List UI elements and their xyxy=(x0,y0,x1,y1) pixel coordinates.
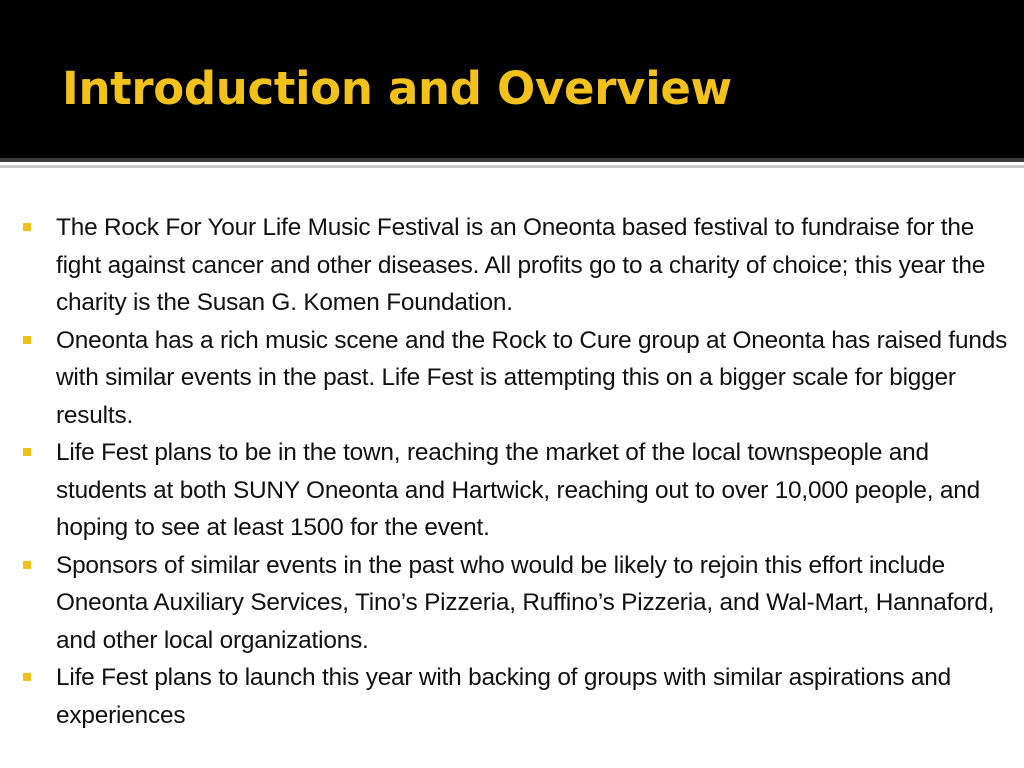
bullet-item-festival xyxy=(20,209,1016,322)
bullet-text: Oneonta has a rich music scene and the Rock to Cure group at Oneonta has raised funds with similar events in the past. Life Fest is attempting this on a bigger scale for bigger results. xyxy=(56,326,1008,429)
bullet-item-music-scene xyxy=(20,322,1016,435)
slide-title: Introduction and Overview xyxy=(62,62,732,115)
square-bullet-icon xyxy=(23,223,31,231)
square-bullet-icon xyxy=(23,673,31,681)
title-divider-dark xyxy=(0,158,1024,162)
square-bullet-icon xyxy=(23,561,31,569)
square-bullet-icon xyxy=(23,336,31,344)
bullet-text: Sponsors of similar events in the past who would be likely to rejoin this effort include Oneonta Auxiliary Services, Tino’s Pizzeria, Ruffino’s Pizzeria, and Wal-Mart, Hannaford, and other local organizations. xyxy=(56,551,995,654)
bullet-text: Life Fest plans to launch this year with backing of groups with similar aspirations and experiences xyxy=(56,664,951,729)
bullet-text: The Rock For Your Life Music Festival is an Oneonta based festival to fundraise for the fight against cancer and other diseases. All profits go to a charity of choice; this year the charity is the Susan G. Komen Foundation. xyxy=(56,214,986,316)
bullet-list xyxy=(20,209,1016,734)
bullet-item-sponsors xyxy=(20,547,1016,660)
bullet-text: Life Fest plans to be in the town, reaching the market of the local townspeople and students at both SUNY Oneonta and Hartwick, reaching out to over 10,000 people, and hoping to see at least 1500 for the event. xyxy=(56,439,980,541)
bullet-item-launch xyxy=(20,659,1016,734)
title-divider-light xyxy=(0,165,1024,168)
bullet-item-market xyxy=(20,434,1016,547)
title-bar xyxy=(0,0,1024,158)
square-bullet-icon xyxy=(23,448,31,456)
